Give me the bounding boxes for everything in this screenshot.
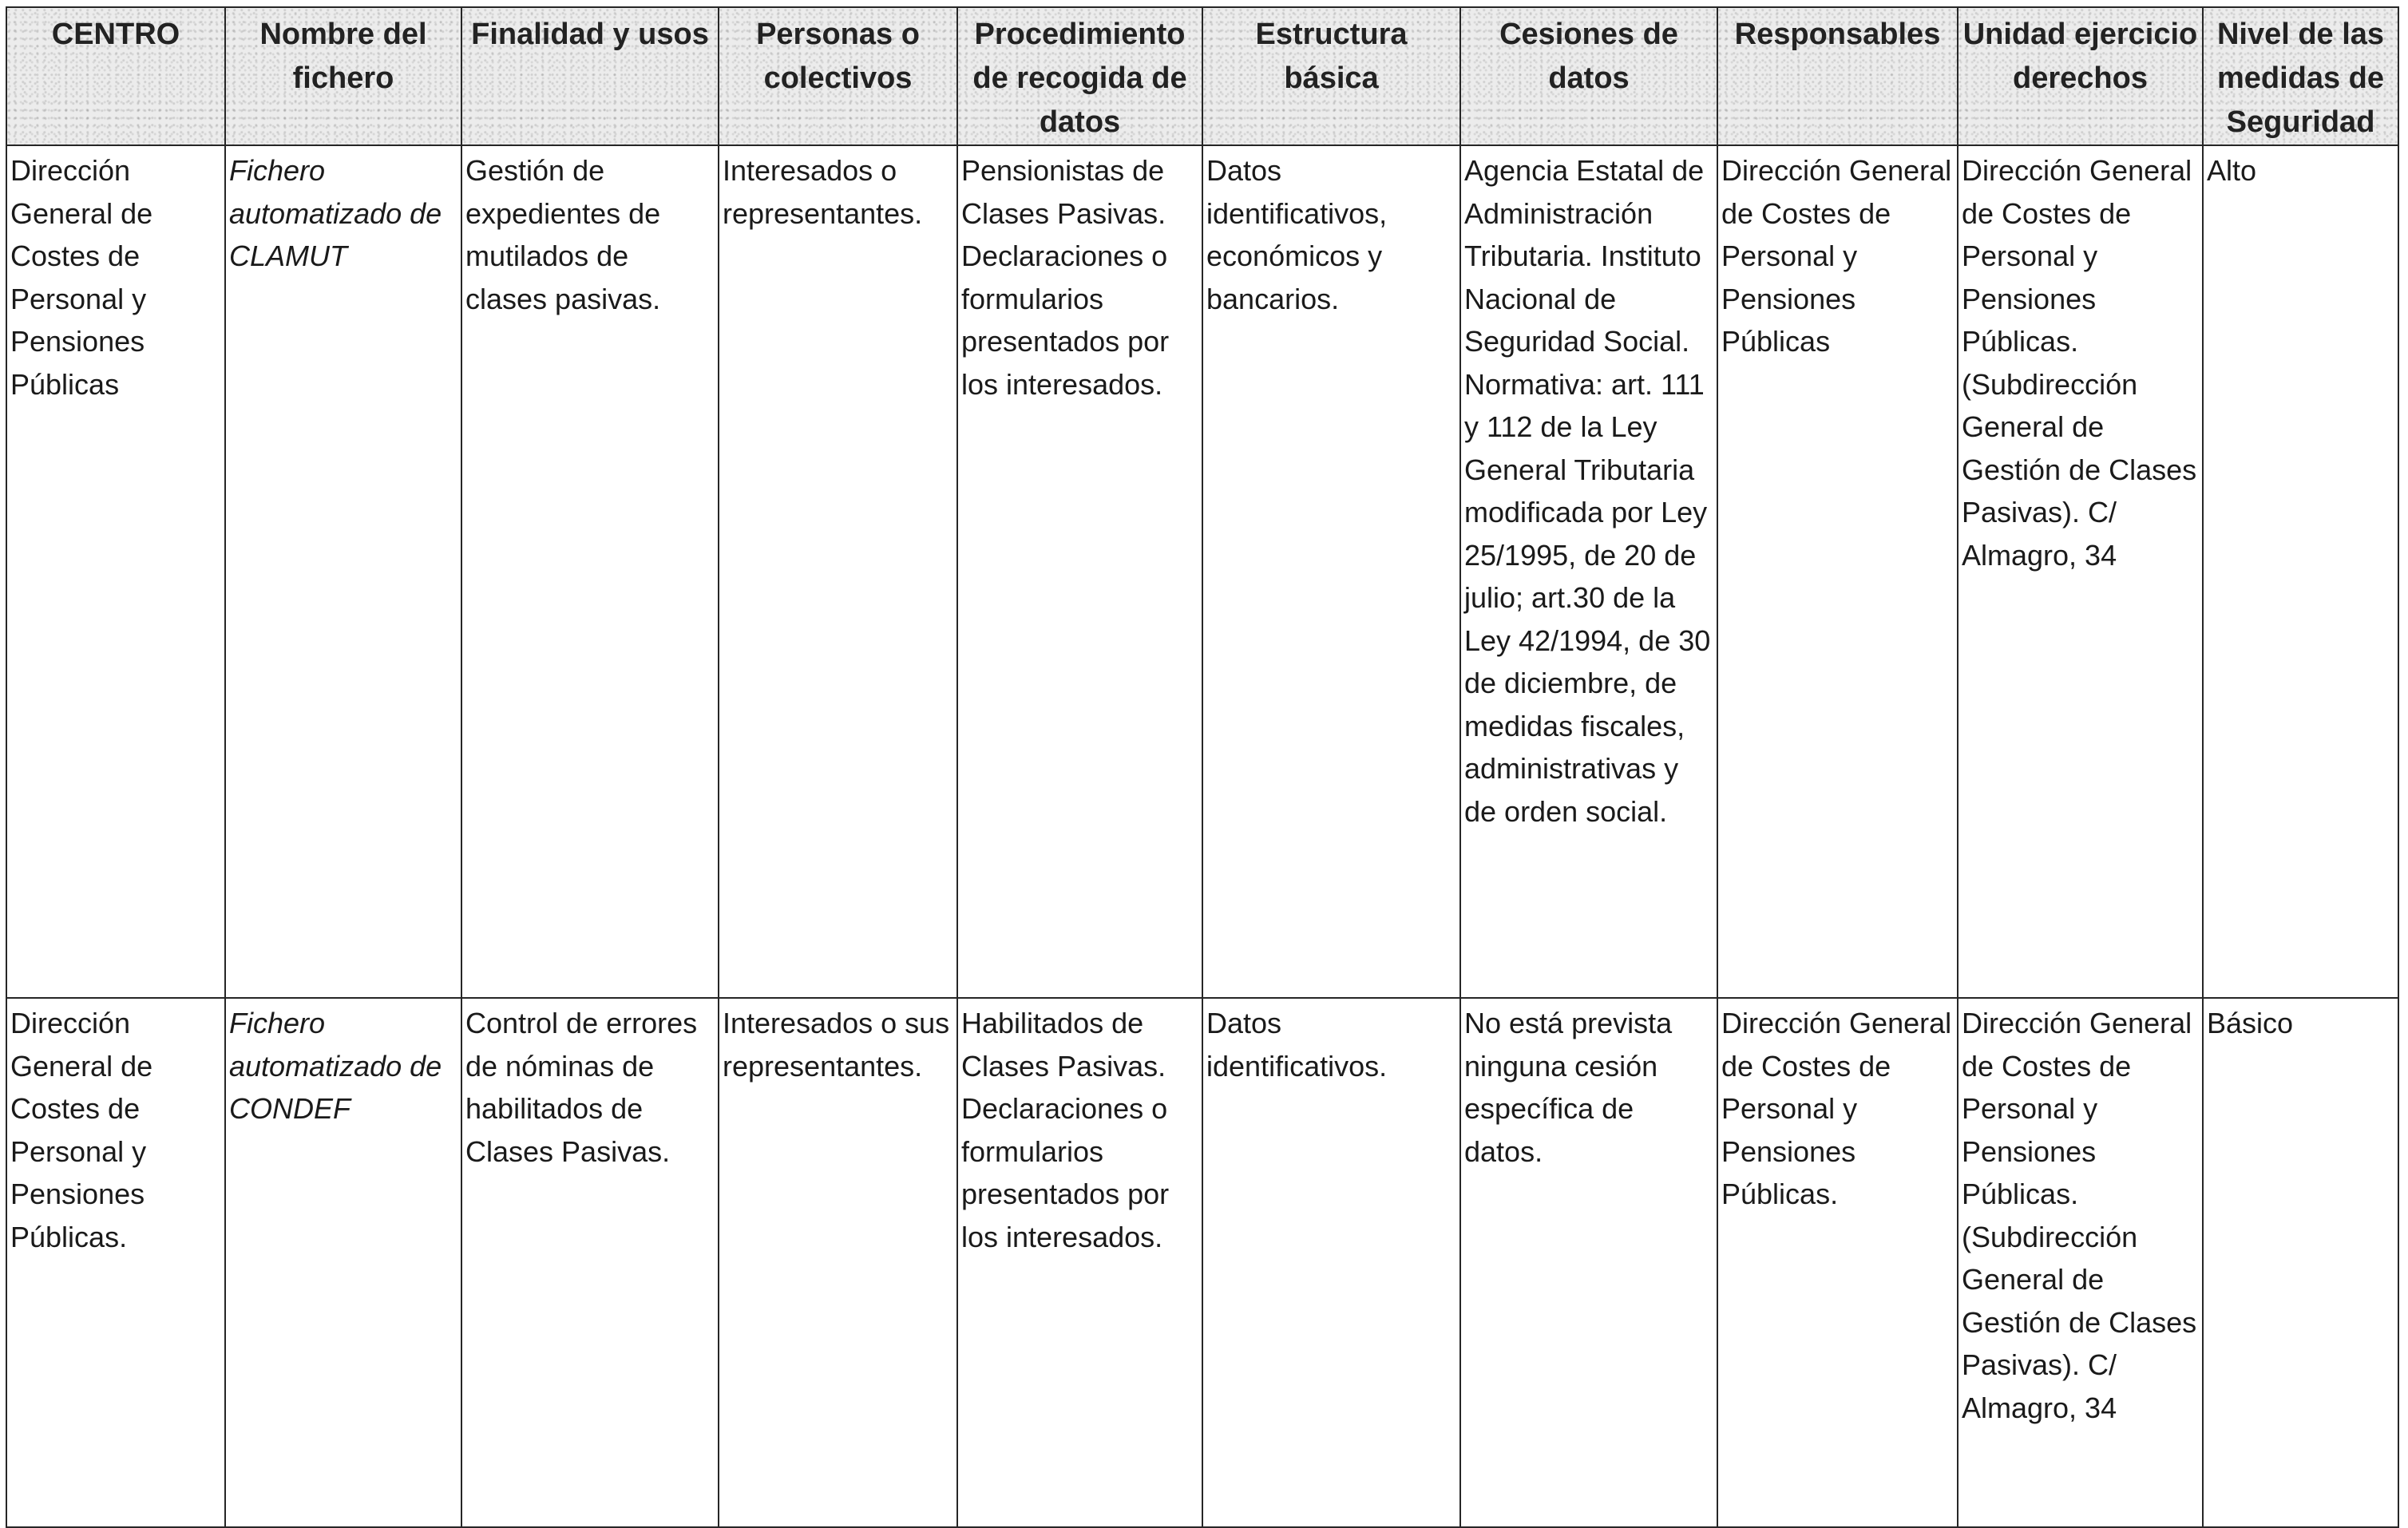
header-nivel-seguridad: Nivel de las medidas de Seguridad	[2203, 7, 2398, 145]
cell-responsables: Dirección General de Costes de Personal y Pensiones Públicas	[1717, 145, 1958, 998]
cell-unidad-derechos: Dirección General de Costes de Personal y Pensiones Públicas. (Subdirección General de Gestión de Clases Pasivas). C/ Almagro, 34	[1958, 998, 2203, 1527]
cell-cesiones-datos: No está prevista ninguna cesión específica de datos.	[1460, 998, 1717, 1527]
cell-centro: Dirección General de Costes de Personal y Pensiones Públicas.	[6, 998, 225, 1527]
cell-nivel-seguridad: Alto	[2203, 145, 2398, 998]
header-procedimiento-recogida: Procedimiento de recogida de datos	[957, 7, 1202, 145]
cell-finalidad-usos: Gestión de expedientes de mutilados de clases pasivas.	[461, 145, 719, 998]
cell-procedimiento-recogida: Pensionistas de Clases Pasivas. Declaraciones o formularios presentados por los interesados.	[957, 145, 1202, 998]
table-row	[6, 998, 2398, 1527]
header-estructura-basica: Estructura básica	[1202, 7, 1460, 145]
file-registry-table	[6, 6, 2399, 1528]
cell-cesiones-datos: Agencia Estatal de Administración Tributaria. Instituto Nacional de Seguridad Social. Normativa: art. 111 y 112 de la Ley General Tributaria modificada por Ley 25/1995, de 20 de julio; art.30 de la Ley 42/1994, de 30 de diciembre, de medidas fiscales, administrativas y de orden social.	[1460, 145, 1717, 998]
table-header-row	[6, 7, 2398, 145]
cell-estructura-basica: Datos identificativos, económicos y bancarios.	[1202, 145, 1460, 998]
header-centro: CENTRO	[6, 7, 225, 145]
cell-personas-colectivos: Interesados o sus representantes.	[719, 998, 957, 1527]
header-responsables: Responsables	[1717, 7, 1958, 145]
cell-unidad-derechos: Dirección General de Costes de Personal y Pensiones Públicas. (Subdirección General de Gestión de Clases Pasivas). C/ Almagro, 34	[1958, 145, 2203, 998]
cell-nivel-seguridad: Básico	[2203, 998, 2398, 1527]
cell-personas-colectivos: Interesados o representantes.	[719, 145, 957, 998]
header-finalidad-usos: Finalidad y usos	[461, 7, 719, 145]
header-cesiones-datos: Cesiones de datos	[1460, 7, 1717, 145]
cell-finalidad-usos: Control de errores de nóminas de habilitados de Clases Pasivas.	[461, 998, 719, 1527]
cell-centro: Dirección General de Costes de Personal y Pensiones Públicas	[6, 145, 225, 998]
header-nombre-fichero: Nombre del fichero	[225, 7, 461, 145]
cell-estructura-basica: Datos identificativos.	[1202, 998, 1460, 1527]
cell-procedimiento-recogida: Habilitados de Clases Pasivas. Declaraciones o formularios presentados por los interesados.	[957, 998, 1202, 1527]
cell-responsables: Dirección General de Costes de Personal y Pensiones Públicas.	[1717, 998, 1958, 1527]
cell-nombre-fichero: Fichero automatizado de CLAMUT	[225, 145, 461, 998]
header-unidad-derechos: Unidad ejercicio derechos	[1958, 7, 2203, 145]
table-row	[6, 145, 2398, 998]
cell-nombre-fichero: Fichero automatizado de CONDEF	[225, 998, 461, 1527]
header-personas-colectivos: Personas o colectivos	[719, 7, 957, 145]
